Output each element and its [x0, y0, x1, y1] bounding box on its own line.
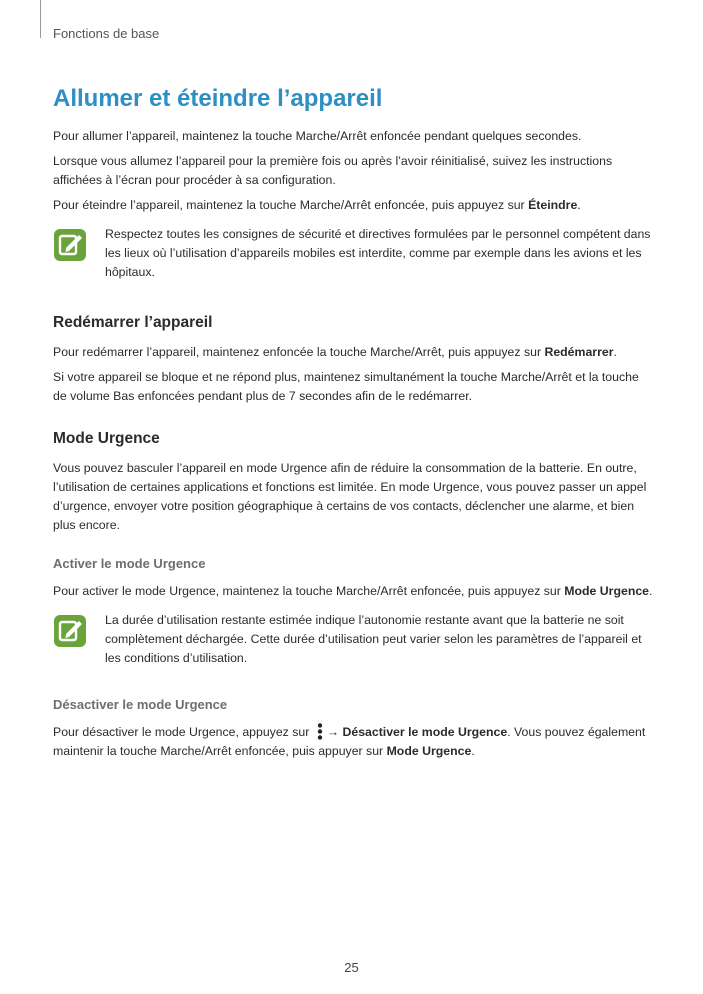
activate-heading: Activer le mode Urgence	[53, 556, 206, 571]
emergency-mode-label: Mode Urgence	[564, 584, 650, 598]
page-number: 25	[344, 960, 359, 975]
deactivate-paragraph: Pour désactiver le mode Urgence, appuyez sur → Désactiver le mode Urgence. Vous pouvez également maintenir la touche Marche/Arrêt enfoncée, puis appuyer sur Mode Urgence.	[53, 725, 646, 758]
note-safety-text: Respectez toutes les consignes de sécurité et directives formulées par le personnel compétent dans les lieux où l’utilisation d’appareils mobiles est interdite, comme par exemple dans les avions et les hôpitaux.	[105, 227, 651, 279]
header-divider	[40, 0, 41, 38]
section-header: Fonctions de base	[53, 26, 160, 41]
page-content	[53, 83, 653, 767]
note-battery	[53, 611, 653, 668]
intro-paragraph-1: Pour allumer l’appareil, maintenez la touche Marche/Arrêt enfoncée pendant quelques secondes.	[53, 129, 582, 143]
restart-label: Redémarrer	[544, 345, 614, 359]
arrow-glyph: →	[326, 725, 340, 739]
deactivate-heading: Désactiver le mode Urgence	[53, 697, 228, 712]
emergency-heading: Mode Urgence	[53, 430, 160, 447]
page-title: Allumer et éteindre l’appareil	[53, 85, 383, 112]
intro-paragraph-3: Pour éteindre l’appareil, maintenez la touche Marche/Arrêt enfoncée, puis appuyez sur Éteindre.	[53, 198, 581, 212]
emergency-mode-label-2: Mode Urgence	[386, 744, 472, 758]
restart-paragraph-2: Si votre appareil se bloque et ne répond plus, maintenez simultanément la touche Marche/Arrêt et la touche de volume Bas enfoncées pendant plus de 7 secondes afin de le redémarrer.	[53, 370, 639, 403]
more-options-icon	[316, 723, 324, 740]
note-battery-text: La durée d’utilisation restante estimée indique l’autonomie restante avant que la batterie ne soit complètement déchargée. Cette durée d’utilisation peut varier selon les paramètres de l’appareil et les conditions d’utilisation.	[105, 613, 642, 665]
activate-paragraph: Pour activer le mode Urgence, maintenez la touche Marche/Arrêt enfoncée, puis appuyez sur Mode Urgence.	[53, 584, 653, 598]
restart-heading: Redémarrer l’appareil	[53, 314, 213, 331]
note-safety	[53, 225, 653, 282]
restart-paragraph-1: Pour redémarrer l’appareil, maintenez enfoncée la touche Marche/Arrêt, puis appuyez sur Redémarrer.	[53, 345, 617, 359]
note-pencil-icon	[53, 614, 87, 648]
power-off-label: Éteindre	[528, 198, 578, 212]
intro-paragraph-2: Lorsque vous allumez l’appareil pour la première fois ou après l’avoir réinitialisé, suivez les instructions affichées à l’écran pour procéder à sa configuration.	[53, 154, 613, 187]
deactivate-label: Désactiver le mode Urgence	[342, 725, 508, 739]
emergency-paragraph: Vous pouvez basculer l’appareil en mode Urgence afin de réduire la consommation de la batterie. En outre, l’utilisation de certaines applications et fonctions est limitée. En mode Urgence, vous pouvez passer un appel d’urgence, envoyer votre position géographique à certains de vos contacts, déclencher une alarme, et bien plus encore.	[53, 461, 647, 532]
note-pencil-icon	[53, 228, 87, 262]
